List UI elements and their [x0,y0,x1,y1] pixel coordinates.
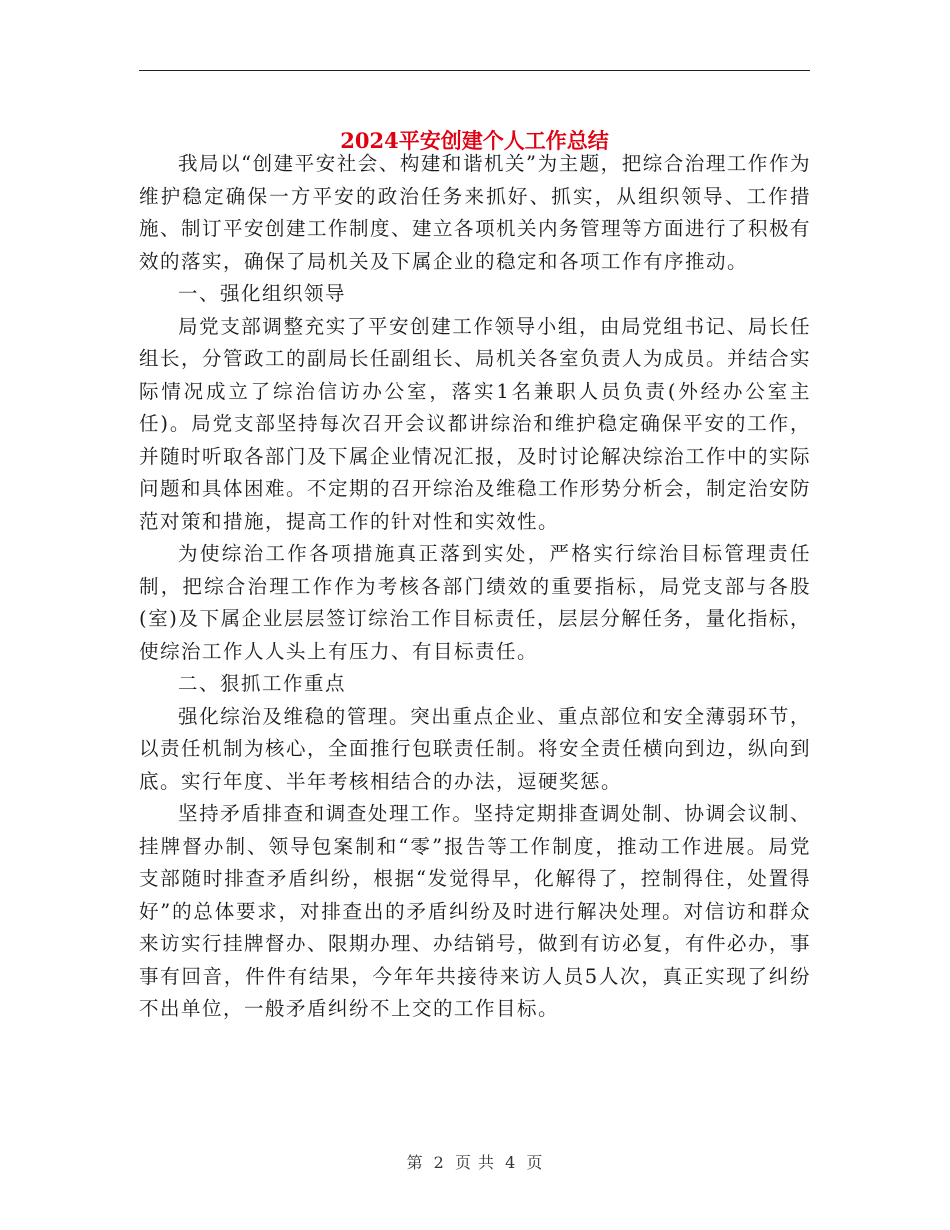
body-paragraph: 为使综治工作各项措施真正落到实处，严格实行综治目标管理责任制，把综合治理工作作为考核各部门绩效的重要指标，局党支部与各股(室)及下属企业层层签订综治工作目标责任，层层分解任务，量化指标，使综治工作人人头上有压力、有目标责任。 [139,542,811,663]
intro-paragraph: 我局以“创建平安社会、构建和谐机关”为主题，把综合治理工作作为维护稳定确保一方平安的政治任务来抓好、抓实，从组织领导、工作措施、制订平安创建工作制度、建立各项机关内务管理等方面进行了积极有效的落实，确保了局机关及下属企业的稳定和各项工作有序推动。 [139,152,812,273]
footer-mid: 页 共 [454,1153,496,1172]
section-heading-1: 一、强化组织领导 [178,282,347,305]
document-title: 2024平安创建个人工作总结 [340,128,609,154]
document-body [139,148,811,1026]
footer-page-total: 4 [505,1153,517,1172]
body-paragraph: 局党支部调整充实了平安创建工作领导小组，由局党组书记、局长任组长，分管政工的副局长任副组长、局机关各室负责人为成员。并结合实际情况成立了综治信访办公室，落实1名兼职人员负责(外经办公室主任)。局党支部坚持每次召开会议都讲综治和维护稳定确保平安的工作，并随时听取各部门及下属企业情况汇报，及时讨论解决综治工作中的实际问题和具体困难。不定期的召开综治及维稳工作形势分析会，制定治安防范对策和措施，提高工作的针对性和实效性。 [139,314,812,533]
section-heading-2: 二、狠抓工作重点 [178,672,347,695]
footer-suffix: 页 [526,1153,544,1172]
body-paragraph: 坚持矛盾排查和调查处理工作。坚持定期排查调处制、协调会议制、挂牌督办制、领导包案制和“零”报告等工作制度，推动工作进展。局党支部随时排查矛盾纠纷，根据“发觉得早，化解得了，控制得住，处置得好”的总体要求，对排查出的矛盾纠纷及时进行解决处理。对信访和群众来访实行挂牌督办、限期办理、办结销号，做到有访必复，有件必办，事事有回音，件件有结果，今年年共接待来访人员5人次，真正实现了纠纷不出单位，一般矛盾纠纷不上交的工作目标。 [139,802,812,1020]
page-footer [0,1152,950,1174]
footer-prefix: 第 [406,1153,424,1172]
footer-page-number: 2 [433,1153,445,1172]
header-rule [139,70,810,71]
body-paragraph: 强化综治及维稳的管理。突出重点企业、重点部位和安全薄弱环节，以责任机制为核心，全面推行包联责任制。将安全责任横向到边，纵向到底。实行年度、半年考核相结合的办法，逗硬奖惩。 [139,704,812,793]
